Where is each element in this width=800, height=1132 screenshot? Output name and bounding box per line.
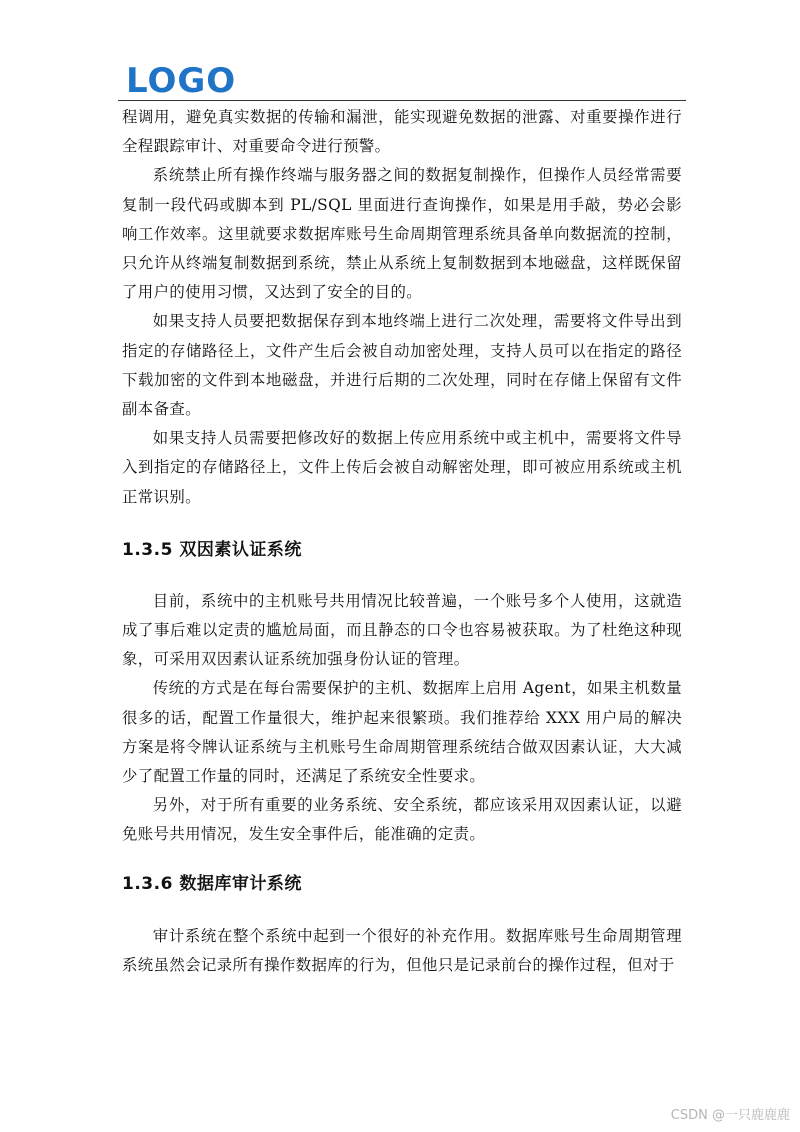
paragraph: 如果支持人员要把数据保存到本地终端上进行二次处理，需要将文件导出到指定的存储路径上，文件产生后会被自动加密处理，支持人员可以在指定的路径下载加密的文件到本地磁盘，并进行后期的二次处理，同时在存储上保留有文件副本备查。 [122,312,682,419]
paragraph: 审计系统在整个系统中起到一个很好的补充作用。数据库账号生命周期管理系统虽然会记录所有操作数据库的行为，但他只是记录前台的操作过程，但对于 [122,926,682,974]
paragraph: 系统禁止所有操作终端与服务器之间的数据复制操作，但操作人员经常需要复制一段代码或脚本到 PL/SQL 里面进行查询操作，如果是用手敲，势必会影响工作效率。这里就要求数据库账号生命周期管理系统具备单向数据流的控制，只允许从终端复制数据到系统，禁止从系统上复制数据到本地磁盘，这样既保留了用户的使用习惯，又达到了安全的目的。 [122,166,682,302]
logo-text: LOGO [126,61,237,101]
section-heading: 1.3.5 双因素认证系统 [122,539,302,560]
paragraph: 传统的方式是在每台需要保护的主机、数据库上启用 Agent，如果主机数量很多的话，配置工作量很大，维护起来很繁琐。我们推荐给 XXX 用户局的解决方案是将令牌认证系统与主机账号生命周期管理系统结合做双因素认证，大大减少了配置工作量的同时，还满足了系统安全性要求。 [122,679,682,786]
paragraph: 程调用，避免真实数据的传输和漏泄，能实现避免数据的泄露、对重要操作进行全程跟踪审计、对重要命令进行预警。 [122,108,682,156]
watermark: CSDN @一只鹿鹿鹿 [670,1108,790,1123]
logo [126,60,236,100]
paragraph: 另外，对于所有重要的业务系统、安全系统，都应该采用双因素认证，以避免账号共用情况，发生安全事件后，能准确的定责。 [122,796,682,844]
paragraph: 目前，系统中的主机账号共用情况比较普遍，一个账号多个人使用，这就造成了事后难以定责的尴尬局面，而且静态的口令也容易被获取。为了杜绝这种现象，可采用双因素认证系统加强身份认证的管理。 [122,591,682,669]
paragraph: 如果支持人员需要把修改好的数据上传应用系统中或主机中，需要将文件导入到指定的存储路径上，文件上传后会被自动解密处理，即可被应用系统或主机正常识别。 [122,429,682,506]
section-heading: 1.3.6 数据库审计系统 [122,873,302,894]
document-body [122,103,682,980]
header-rule [118,100,686,101]
